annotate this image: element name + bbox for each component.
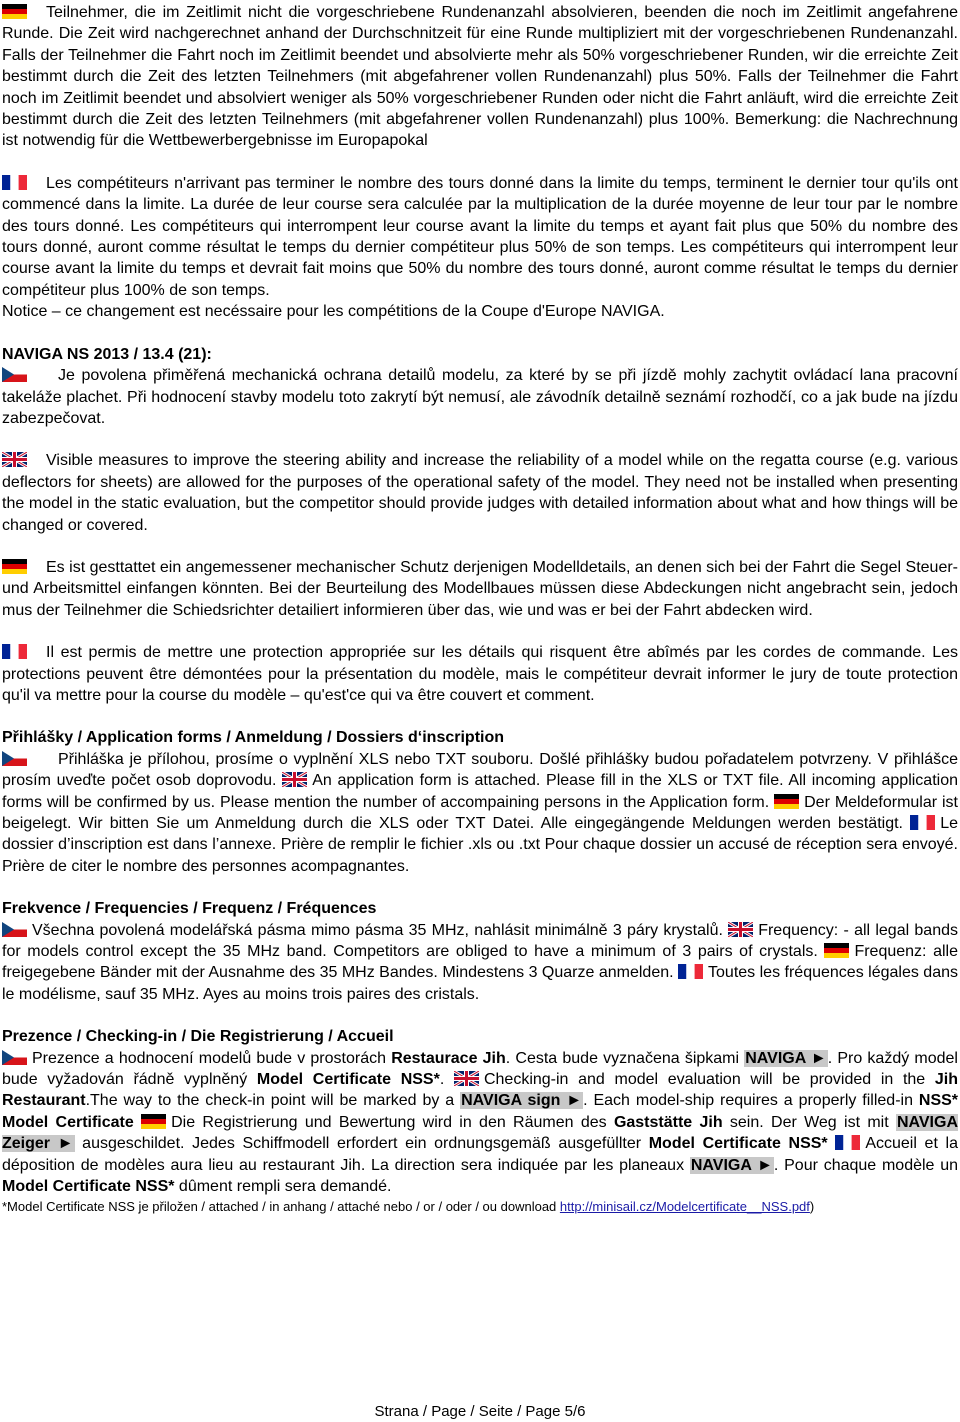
paragraph-en-rule <box>2 450 958 536</box>
rule-heading: NAVIGA NS 2013 / 13.4 (21): <box>2 345 212 363</box>
footnote: *Model Certificate NSS je přiložen / attached / in anhang / attaché nebo / or / oder / ou download http://minisail.cz/Modelcertificate__NSS.pdf) <box>2 1198 815 1214</box>
paragraph-text: Teilnehmer, die im Zeitlimit nicht die vorgeschriebene Rundenanzahl absolvieren, beenden die noch im Zeitlimit angefahrene Runde. Die Zeit wird nachgerechnet anhand der Durchschnitzeit für eine Runde multipliziert mit der vorgeschriebenen Rundenanzahl. Falls der Teilnehmer die Fahrt noch im Zeitlimit beendet und absolvierte mehr als 50% vorgeschriebener Runden, wir die erreichte Zeit bestimmt durch die Zeit des letzten Teilnehmers (mit abgefahrener vollen Rundenanzahl) plus 50%. Falls der Teilnehmer die Fahrt noch im Zeitlimit beendet und absolviert weniger als 50% vorgeschriebener Runden oder nicht die Fahrt anläuft, wird die erreichte Zeit bestimmt durch die Zeit des letzten Teilnehmers (mit abgefahrener vollen Rundenanzahl) plus 100%. Bemerkung: die Nachrechnung ist notwendig für die Wettbewerbergebnisse im Europapokal <box>2 4 958 150</box>
paragraph-application: Přihláška je přílohou, prosíme o vyplnění XLS nebo TXT souboru. Došlé přihlášky budou pořadatelem potvrzeny. V přihlášce prosím uveďte počet osob doprovodu. An application form is attached. Please fill in the XLS or TXT file. All incoming application forms will be confirmed by us. Please mention the number of accompaining persons in the Application form. Der Meldeformular ist beigelegt. Wir bitten Sie um Anmeldung durch die XLS oder TXT Datei. Alle eingegängende Meldungen werden bestätigt. Le dossier d’inscription est dans l’annexe. Prière de remplir le fichier .xls ou .txt Pour chaque dossier un accusé de réception sera envoyé. Prière de citer le nombre des personnes acompagnantes. <box>2 750 959 875</box>
german-flag-icon <box>824 943 849 958</box>
french-flag-icon <box>2 644 27 659</box>
paragraph-text: Les compétiteurs n'arrivant pas terminer le nombre des tours donné dans la limite du temps, terminent le dernier tour qu'ils ont commencé dans la limite. La durée de leur course sera calculée par la multiplication de la durée moyenne de leur tour par le nombre des tours donné. Les compétiteurs qui interrompent leur course avant la limite du temps et ayant fait plus que 50% du nombre des tours donné, auront comme résultat le temps du dernier compétiteur plus 50% de son temps. Les compétiteurs qui interrompent leur course avant la limite du temps et devrait fait moins que 50% du nombre des tours donné, auront comme résultat le temps du dernier compétiteur plus 100% de son temps. <box>2 174 958 299</box>
paragraph-fr-rule <box>2 642 958 706</box>
paragraph-cz-rule <box>2 365 958 429</box>
uk-flag-icon <box>454 1071 479 1086</box>
paragraph-fr-time-limit <box>2 173 958 301</box>
german-flag-icon <box>2 559 27 574</box>
french-flag-icon <box>835 1135 860 1150</box>
french-flag-icon <box>910 815 935 830</box>
czech-flag-icon <box>2 922 27 937</box>
german-flag-icon <box>2 4 27 19</box>
notice-text: Notice – ce changement est necéssaire pour les compétitions de la Coupe d'Europe NAVIGA. <box>2 303 665 321</box>
presence-heading: Prezence / Checking-in / Die Registrierung / Accueil <box>2 1028 394 1046</box>
german-flag-icon <box>774 794 799 809</box>
french-flag-icon <box>678 964 703 979</box>
application-heading: Přihlášky / Application forms / Anmeldung / Dossiers d‘inscription <box>2 729 505 747</box>
naviga-sign: NAVIGA ► <box>690 1156 773 1174</box>
czech-flag-icon <box>2 1050 27 1065</box>
paragraph-de-time-limit <box>2 2 958 152</box>
certificate-download-link[interactable]: http://minisail.cz/Modelcertificate__NSS.pdf <box>559 1198 810 1214</box>
paragraph-presence: Prezence a hodnocení modelů bude v prostorách Restaurace Jih. Cesta bude vyznačena šipkami NAVIGA ►. Pro každý model bude vyžadován řádně vyplněný Model Certificate NSS*. Checking-in and model evaluation will be provided in the Jih Restaurant.The way to the check-in point will be marked by a NAVIGA sign ►. Each model-ship requires a properly filled-in NSS* Model Certificate Die Registrierung und Bewertung wird in den Räumen des Gaststätte Jih sein. Der Weg ist mit NAVIGA Zeiger ► ausgeschildet. Jedes Schiffmodell erfordert ein ordnungsgemäß ausgefüllter Model Certificate NSS* Accueil et la déposition de modèles aura lieu au restaurant Jih. La direction sera indiquée par les planeaux NAVIGA ►. Pour chaque modèle un Model Certificate NSS* dûment rempli sera demandé. <box>2 1049 959 1196</box>
paragraph-frequency: Všechna povolená modelářská pásma mimo pásma 35 MHz, nahlásit minimálně 3 páry krystalů. Frequency: - all legal bands for models control except the 35 MHz band. Competitors are obliged to have a minimum of 3 pairs of crystals. Frequenz: alle freigegebene Bänder mit der Ausnahme des 35 MHz Bandes. Mindestens 3 Quarze anmelden. Toutes les fréquences légales dans le modélisme, sauf 35 MHz. Ayes au moins trois paires des cristals. <box>2 921 959 1003</box>
naviga-sign: NAVIGA ► <box>745 1049 827 1067</box>
uk-flag-icon <box>728 922 753 937</box>
frequency-heading: Frekvence / Frequencies / Frequenz / Fréquences <box>2 900 377 918</box>
french-flag-icon <box>2 175 27 190</box>
page-footer: Strana / Page / Seite / Page 5/6 <box>374 1403 586 1420</box>
naviga-sign: NAVIGA Zeiger ► <box>2 1113 958 1153</box>
paragraph-text: Je povolena přiměřená mechanická ochrana detailů modelu, za které by se při jízdě mohly zachytit ovládací lana pracovní takeláže plachet. Při hodnocení stavby modelu toto zakrytí být nemusí, ale závodník detailně seznámí rozhodčí, co a jak bude na jízdu zabezpečovat. <box>2 367 958 427</box>
czech-flag-icon <box>2 751 27 766</box>
naviga-sign: NAVIGA sign ► <box>461 1092 583 1110</box>
paragraph-de-rule <box>2 557 958 621</box>
german-flag-icon <box>141 1114 166 1129</box>
uk-flag-icon <box>282 772 307 787</box>
czech-flag-icon <box>2 367 27 382</box>
paragraph-text: Il est permis de mettre une protection appropriée sur les détails qui risquent être abîmés par les cordes de commande. Les protections peuvent être démontées pour la présentation du modèle, mais le compétiteur devrait informer le jury de toute protection qu'il va mettre pour la course du modèle – qu'est'ce qui va être couvert et comment. <box>2 644 958 704</box>
paragraph-text: Visible measures to improve the steering ability and increase the reliability of a model while on the regatta course (e.g. various deflectors for sheets) are allowed for the purposes of the operational safety of the model. They need not be installed when presenting the model in the static evaluation, but the competitor should provide judges with detailed information about what and how things will be changed or covered. <box>2 452 958 534</box>
paragraph-text: Es ist gesttattet ein angemessener mechanischer Schutz derjenigen Modelldetails, an denen sich bei der Fahrt die Segel Steuer- und Arbeitsmittel einfangen könnten. Bei der Beurteilung des Modellbaues müssen diese Abdeckungen nicht angebracht sein, jedoch mus der Teilnehmer die Schiedsrichter detailiert informieren über das, wie und was er bei der Fahrt abdecken wird. <box>2 558 958 619</box>
uk-flag-icon <box>2 452 27 467</box>
document-page <box>2 2 958 1216</box>
